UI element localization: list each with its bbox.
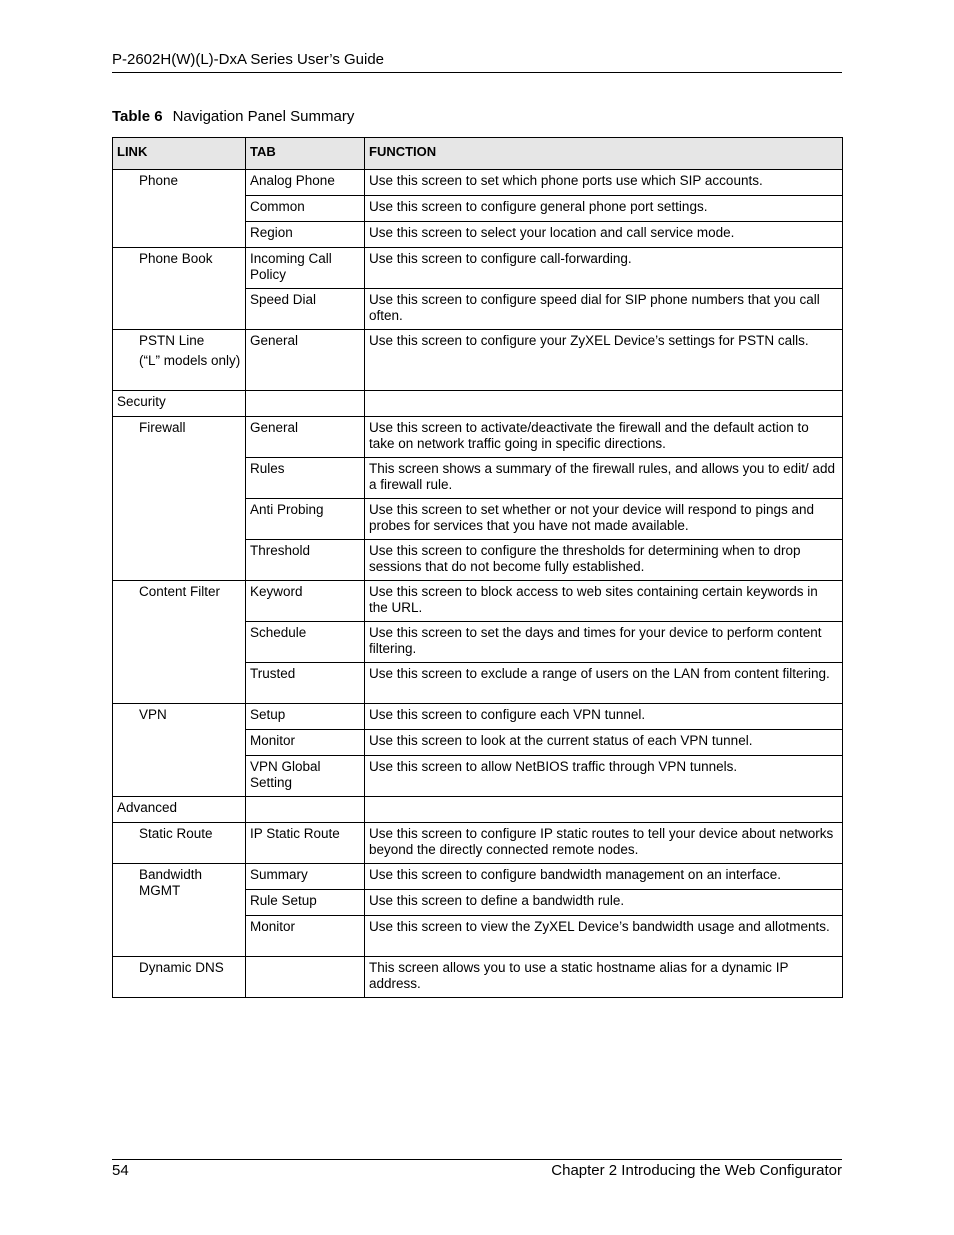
table-row (113, 823, 843, 864)
tab-cell: VPN Global Setting (246, 756, 365, 797)
column-header-function: FUNCTION (365, 138, 843, 170)
tab-cell: Common (246, 196, 365, 222)
tab-cell: Setup (246, 704, 365, 730)
function-cell: Use this screen to block access to web sites containing certain keywords in the URL. (365, 581, 843, 622)
footer-rule (112, 1159, 842, 1160)
tab-cell: Incoming Call Policy (246, 248, 365, 289)
link-cell: Content Filter (113, 581, 246, 704)
running-header: P-2602H(W)(L)-DxA Series User’s Guide (112, 51, 385, 68)
function-cell: Use this screen to configure speed dial for SIP phone numbers that you call often. (365, 289, 843, 330)
section-row (113, 391, 843, 417)
section-cell: Security (113, 391, 246, 417)
link-cell: Phone Book (113, 248, 246, 330)
table-caption (112, 108, 354, 126)
link-label: PSTN Line (139, 333, 205, 348)
link-cell: Dynamic DNS (113, 957, 246, 998)
tab-cell (246, 957, 365, 998)
function-cell: Use this screen to allow NetBIOS traffic through VPN tunnels. (365, 756, 843, 797)
link-note: (“L” models only) (139, 352, 241, 368)
tab-cell: General (246, 417, 365, 458)
function-cell: Use this screen to activate/deactivate the firewall and the default action to take on network traffic going in specific directions. (365, 417, 843, 458)
function-cell: Use this screen to select your location and call service mode. (365, 222, 843, 248)
table-row (113, 170, 843, 196)
link-cell: Firewall (113, 417, 246, 581)
tab-cell: Rules (246, 458, 365, 499)
tab-cell: Rule Setup (246, 890, 365, 916)
function-cell: Use this screen to configure each VPN tunnel. (365, 704, 843, 730)
table-caption-title: Navigation Panel Summary (172, 108, 355, 125)
section-cell: Advanced (113, 797, 246, 823)
tab-cell (246, 391, 365, 417)
tab-cell: General (246, 330, 365, 391)
table-header-row (113, 138, 843, 170)
tab-cell: Threshold (246, 540, 365, 581)
table-row (113, 704, 843, 730)
link-cell: VPN (113, 704, 246, 797)
tab-cell: Monitor (246, 916, 365, 957)
table-row (113, 417, 843, 458)
function-cell: Use this screen to exclude a range of users on the LAN from content filtering. (365, 663, 843, 704)
function-cell: Use this screen to set the days and times for your device to perform content filtering. (365, 622, 843, 663)
tab-cell: Region (246, 222, 365, 248)
tab-cell: IP Static Route (246, 823, 365, 864)
function-cell: Use this screen to configure IP static routes to tell your device about networks beyond the directly connected remote nodes. (365, 823, 843, 864)
function-cell: Use this screen to view the ZyXEL Device’s bandwidth usage and allotments. (365, 916, 843, 957)
function-cell: Use this screen to set whether or not your device will respond to pings and probes for services that you have not made available. (365, 499, 843, 540)
tab-cell: Summary (246, 864, 365, 890)
tab-cell: Monitor (246, 730, 365, 756)
page-number: 54 (112, 1162, 129, 1179)
table-row (113, 957, 843, 998)
function-cell (365, 797, 843, 823)
tab-cell: Keyword (246, 581, 365, 622)
function-cell: This screen shows a summary of the firewall rules, and allows you to edit/ add a firewall rule. (365, 458, 843, 499)
table-row (113, 581, 843, 622)
tab-cell: Schedule (246, 622, 365, 663)
tab-cell: Speed Dial (246, 289, 365, 330)
navigation-panel-summary-table (112, 137, 843, 998)
section-row (113, 797, 843, 823)
function-cell: This screen allows you to use a static hostname alias for a dynamic IP address. (365, 957, 843, 998)
tab-cell (246, 797, 365, 823)
header-rule (112, 72, 842, 73)
link-cell: Static Route (113, 823, 246, 864)
table-caption-label: Table 6 (112, 108, 163, 125)
function-cell: Use this screen to configure general phone port settings. (365, 196, 843, 222)
column-header-link: LINK (113, 138, 246, 170)
link-cell: Phone (113, 170, 246, 248)
table-row (113, 248, 843, 289)
function-cell: Use this screen to look at the current status of each VPN tunnel. (365, 730, 843, 756)
link-cell (113, 330, 246, 391)
function-cell: Use this screen to configure bandwidth management on an interface. (365, 864, 843, 890)
tab-cell: Analog Phone (246, 170, 365, 196)
tab-cell: Trusted (246, 663, 365, 704)
function-cell: Use this screen to configure your ZyXEL Device’s settings for PSTN calls. (365, 330, 843, 391)
table-row (113, 864, 843, 890)
table-row (113, 330, 843, 391)
function-cell: Use this screen to configure call-forwarding. (365, 248, 843, 289)
chapter-title: Chapter 2 Introducing the Web Configurator (551, 1162, 842, 1179)
function-cell: Use this screen to define a bandwidth rule. (365, 890, 843, 916)
link-cell: Bandwidth MGMT (113, 864, 246, 957)
column-header-tab: TAB (246, 138, 365, 170)
function-cell: Use this screen to set which phone ports use which SIP accounts. (365, 170, 843, 196)
tab-cell: Anti Probing (246, 499, 365, 540)
function-cell: Use this screen to configure the thresholds for determining when to drop sessions that do not become fully established. (365, 540, 843, 581)
function-cell (365, 391, 843, 417)
